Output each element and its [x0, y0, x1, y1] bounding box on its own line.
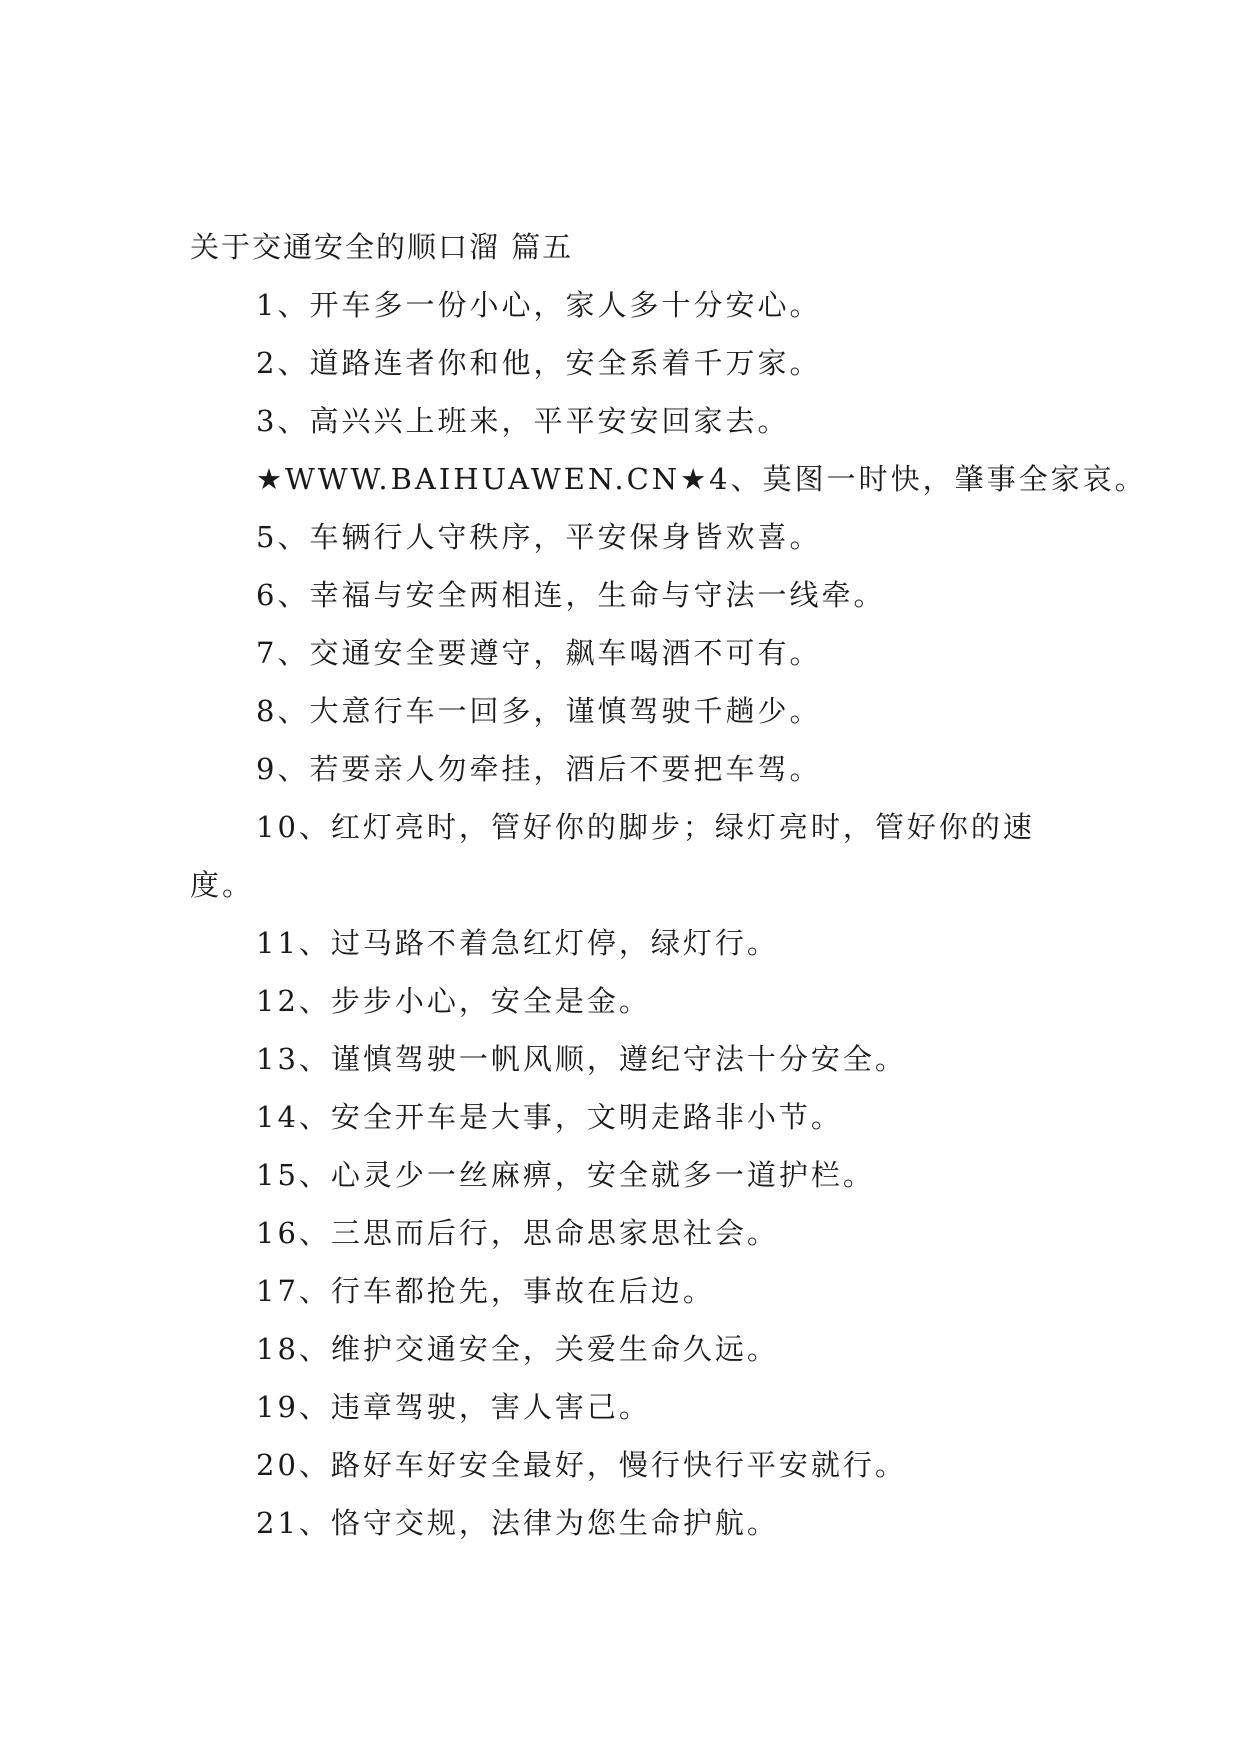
list-item: 1、开车多一份小心，家人多十分安心。 [256, 288, 822, 322]
list-item: 9、若要亲人勿牵挂，酒后不要把车驾。 [256, 752, 822, 786]
list-item: 17、行车都抢先，事故在后边。 [256, 1274, 715, 1308]
list-item: 8、大意行车一回多，谨慎驾驶千趟少。 [256, 694, 822, 728]
list-item: 14、安全开车是大事，文明走路非小节。 [256, 1100, 843, 1134]
document-page [190, 218, 1147, 1552]
list-item: 2、道路连者你和他，安全系着千万家。 [256, 346, 822, 380]
list-item: 6、幸福与安全两相连，生命与守法一线牵。 [256, 578, 886, 612]
list-item: ★WWW.BAIHUAWEN.CN★4、莫图一时快，肇事全家哀。 [256, 462, 1147, 496]
list-item: 20、路好车好安全最好，慢行快行平安就行。 [256, 1448, 907, 1482]
list-item: 10、红灯亮时，管好你的脚步；绿灯亮时，管好你的速度。 [190, 810, 1035, 902]
list-item: 7、交通安全要遵守，飙车喝酒不可有。 [256, 636, 822, 670]
document-title: 关于交通安全的顺口溜 篇五 [190, 230, 574, 264]
list-item: 18、维护交通安全，关爱生命久远。 [256, 1332, 779, 1366]
list-item: 19、违章驾驶，害人害己。 [256, 1390, 651, 1424]
list-item: 11、过马路不着急红灯停，绿灯行。 [256, 926, 779, 960]
list-item: 13、谨慎驾驶一帆风顺，遵纪守法十分安全。 [256, 1042, 907, 1076]
list-item: 21、恪守交规，法律为您生命护航。 [256, 1506, 779, 1540]
list-item: 12、步步小心，安全是金。 [256, 984, 651, 1018]
list-item: 3、高兴兴上班来，平平安安回家去。 [256, 404, 790, 438]
list-item: 15、心灵少一丝麻痹，安全就多一道护栏。 [256, 1158, 875, 1192]
list-item: 16、三思而后行，思命思家思社会。 [256, 1216, 779, 1250]
list-item: 5、车辆行人守秩序，平安保身皆欢喜。 [256, 520, 822, 554]
